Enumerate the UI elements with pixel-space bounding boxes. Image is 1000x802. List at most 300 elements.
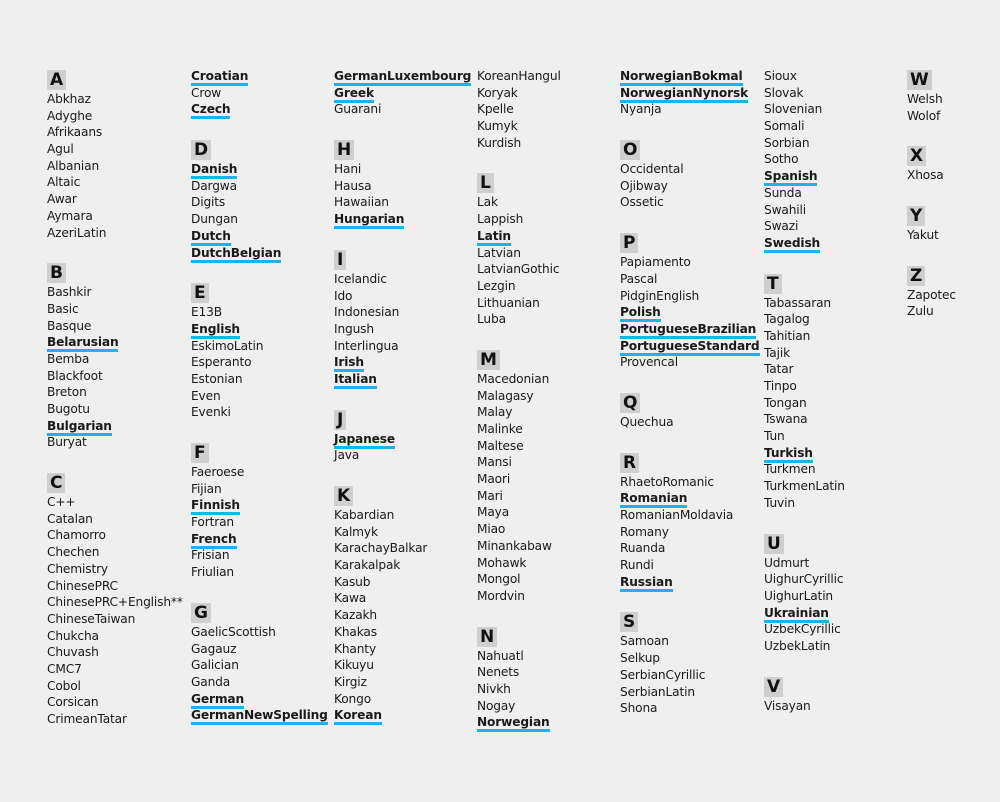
language-label: Bashkir [47,285,92,300]
letter-group-continued [191,68,328,118]
language-label: Nogay [477,698,516,713]
language-label: Bulgarian [47,419,112,436]
letter-group-p [620,231,760,371]
language-item [477,311,561,328]
language-label: Bugotu [47,402,90,416]
language-item [477,135,561,152]
language-item [191,481,328,498]
language-label: Ruanda [620,541,666,556]
language-label: GermanNewSpelling [191,708,328,725]
language-item [764,101,845,118]
letter-group-g [191,601,328,724]
language-label: Esperanto [191,355,252,370]
language-label: Quechua [620,414,674,429]
language-item [764,118,845,135]
language-item [334,178,471,195]
language-label: Hani [334,162,362,177]
language-item [334,288,471,305]
letter-group-i [334,248,471,388]
language-label: Ukrainian [764,606,829,623]
letter-heading: L [477,173,494,193]
language-item [477,698,561,715]
language-item [620,354,760,371]
letter-heading: F [191,443,209,463]
letter-group-q [620,391,760,431]
language-item [620,557,760,574]
language-item [47,644,183,661]
letter-heading: M [477,350,500,370]
language-label: Guarani [334,102,382,117]
language-label: Mansi [477,455,512,470]
language-label: Korean [334,708,382,725]
language-label: Mohawk [477,555,527,570]
language-label: NorwegianNynorsk [620,86,748,103]
language-item-highlighted [334,707,471,724]
language-column-6 [764,68,845,734]
letter-heading: X [907,146,926,166]
language-item [191,338,328,355]
language-item [907,91,956,108]
language-label: PidginEnglish [620,288,700,303]
language-label: Gagauz [191,641,237,656]
language-label: Fortran [191,515,234,530]
language-label: Samoan [620,634,669,649]
language-label: Polish [620,305,661,322]
language-item [191,464,328,481]
language-item [620,254,760,271]
language-label: Mari [477,488,503,503]
language-label: Lezgin [477,278,516,293]
language-item-highlighted [334,68,471,85]
language-item [764,345,845,362]
language-label: Khanty [334,641,377,656]
language-label: Danish [191,162,237,179]
language-label: Evenki [191,405,231,420]
language-label: TurkmenLatin [764,479,845,494]
language-label: Provencal [620,355,678,370]
letter-heading: O [620,140,640,160]
language-label: ChinesePRC+English** [47,595,183,610]
language-item [334,691,471,708]
language-label: UighurCyrillic [764,572,844,587]
language-item [191,547,328,564]
language-item [47,124,183,141]
language-label: Hausa [334,178,372,193]
language-item [620,161,760,178]
language-label: Slovenian [764,102,823,117]
language-item [47,225,183,242]
language-label: Hawaiian [334,195,389,210]
language-label: Friulian [191,565,235,580]
language-label: UzbekCyrillic [764,622,841,637]
language-item [764,411,845,428]
language-label: Swahili [764,202,807,217]
letter-group-r [620,451,760,591]
letter-group-s [620,610,760,716]
language-label: Tajik [764,345,790,360]
language-item [477,488,561,505]
language-label: Czech [191,102,230,119]
language-column-3 [334,68,471,744]
language-item [477,404,561,421]
language-label: RomanianMoldavia [620,508,734,522]
language-item [764,218,845,235]
language-item [191,178,328,195]
language-label: CrimeanTatar [47,712,127,726]
letter-heading: Y [907,206,925,226]
language-label: Dungan [191,212,238,227]
language-item [47,628,183,645]
language-label: Breton [47,385,87,400]
language-item [620,288,760,305]
letter-group-d [191,138,328,261]
language-item [477,118,561,135]
language-item [477,211,561,228]
language-item [764,295,845,312]
language-label: German [191,692,244,709]
language-label: Kabardian [334,508,395,522]
language-item [47,368,183,385]
language-label: EskimoLatin [191,338,264,353]
language-label: Spanish [764,169,817,186]
language-item [47,301,183,318]
language-item-highlighted [764,445,845,462]
language-label: Ojibway [620,178,668,193]
language-item-highlighted [191,321,328,338]
language-item [47,561,183,578]
language-item [620,194,760,211]
language-label: Udmurt [764,555,810,570]
letter-heading: C [47,473,65,493]
language-label: Basic [47,301,79,316]
language-label: Miao [477,522,506,537]
letter-group-continued [764,68,845,252]
language-label: Kasub [334,574,371,589]
letter-group-e [191,281,328,421]
language-item [477,278,561,295]
language-item [191,354,328,371]
language-item [334,557,471,574]
letter-group-h [334,138,471,228]
language-item-highlighted [191,161,328,178]
language-label: Turkmen [764,462,816,477]
language-label: Wolof [907,108,941,123]
language-item [620,700,760,717]
language-item [47,594,183,611]
language-item-highlighted [191,531,328,548]
language-label: Fijian [191,481,222,496]
language-label: Cobol [47,678,81,693]
language-label: Zapotec [907,287,956,302]
language-label: Dargwa [191,178,237,193]
language-item [764,461,845,478]
language-column-2 [191,68,328,744]
language-label: Kazakh [334,608,377,623]
language-label: Adyghe [47,108,93,123]
language-item [47,611,183,628]
language-item [764,395,845,412]
language-item [620,684,760,701]
language-item-highlighted [620,321,760,338]
letter-group-a [47,68,183,241]
language-label: Papiamento [620,255,691,270]
language-label: Crow [191,85,222,100]
language-label: Tongan [764,395,807,410]
language-item [764,495,845,512]
language-item-highlighted [334,354,471,371]
letter-group-continued [334,68,471,118]
language-item [620,633,760,650]
language-label: UzbekLatin [764,638,831,653]
language-label: Malinke [477,422,523,436]
letter-group-x [907,144,956,184]
language-item [620,474,760,491]
language-item [334,271,471,288]
language-item-highlighted [477,228,561,245]
language-label: LatvianGothic [477,262,560,277]
language-item [620,540,760,557]
language-label: Icelandic [334,271,387,286]
language-label: Ingush [334,321,374,336]
language-label: Awar [47,192,77,207]
language-item [334,338,471,355]
language-label: Macedonian [477,371,550,386]
language-label: Tabassaran [764,295,831,310]
letter-heading: W [907,70,932,90]
language-item [334,590,471,607]
language-item [764,361,845,378]
letter-group-continued [477,68,561,151]
language-label: Kurdish [477,135,522,150]
language-item [191,624,328,641]
letter-heading: R [620,453,639,473]
letter-heading: N [477,627,497,647]
language-item [47,351,183,368]
language-label: Kirgiz [334,674,367,689]
language-item [620,414,760,431]
language-item [191,514,328,531]
language-item-highlighted [191,691,328,708]
language-item [477,261,561,278]
language-label: Abkhaz [47,92,91,106]
language-label: Zulu [907,304,934,319]
language-item [764,588,845,605]
language-label: Koryak [477,85,518,100]
language-item-highlighted [764,235,845,252]
language-label: Sioux [764,69,797,83]
language-item-highlighted [191,101,328,118]
language-label: Turkish [764,446,813,463]
letter-group-c [47,471,183,728]
language-label: Albanian [47,158,100,173]
language-item [477,295,561,312]
language-item-highlighted [334,431,471,448]
language-label: Digits [191,195,226,210]
language-item [477,471,561,488]
language-label: Japanese [334,432,395,449]
letter-heading: D [191,140,211,160]
language-label: Ossetic [620,195,664,210]
language-item [334,161,471,178]
language-label: Sotho [764,152,799,167]
language-item [47,434,183,451]
language-item [907,108,956,125]
language-label: UighurLatin [764,588,833,603]
language-item-highlighted [620,574,760,591]
language-label: Irish [334,355,364,372]
language-label: Hungarian [334,212,404,229]
language-label: Khakas [334,624,377,639]
language-item [620,271,760,288]
language-label: Java [334,448,360,463]
language-label: Agul [47,142,74,157]
language-label: AzeriLatin [47,225,107,240]
letter-heading: T [764,274,782,294]
language-item [334,447,471,464]
language-label: Faeroese [191,465,245,479]
letter-heading: V [764,677,783,697]
language-item [620,524,760,541]
language-label: Tswana [764,412,808,427]
language-label: C++ [47,495,76,510]
letter-heading: S [620,612,638,632]
language-label: DutchBelgian [191,246,281,263]
language-item [764,151,845,168]
letter-group-b [47,261,183,451]
language-item [477,194,561,211]
language-label: Tatar [764,362,794,377]
language-label: NorwegianBokmal [620,69,743,86]
language-column-7 [907,68,956,340]
language-item [477,681,561,698]
letter-heading: P [620,233,638,253]
letter-group-continued [620,68,760,118]
language-item [764,185,845,202]
language-label: Kawa [334,591,367,606]
language-label: Nyanja [620,102,662,117]
language-label: Lithuanian [477,295,540,310]
language-label: Romanian [620,491,687,508]
language-item [334,304,471,321]
language-item-highlighted [620,490,760,507]
language-item [620,178,760,195]
language-item [47,711,183,728]
language-item-highlighted [620,68,760,85]
language-label: Yakut [907,228,939,243]
letter-heading: Z [907,266,925,286]
language-label: Malagasy [477,388,534,403]
language-label: Latin [477,229,511,246]
language-item [191,388,328,405]
language-label: KoreanHangul [477,69,561,83]
language-label: Dutch [191,229,231,246]
letter-group-f [191,441,328,581]
letter-heading: E [191,283,209,303]
language-label: Romany [620,524,669,539]
letter-group-y [907,204,956,244]
language-item [620,650,760,667]
language-label: Belarusian [47,335,118,352]
language-label: Mongol [477,572,521,587]
language-item-highlighted [764,168,845,185]
language-item [764,698,845,715]
language-label: Karakalpak [334,558,401,573]
language-item [620,667,760,684]
language-label: Finnish [191,498,240,515]
language-label: Chukcha [47,628,99,643]
language-item [477,421,561,438]
language-label: Kumyk [477,119,518,134]
language-item [477,245,561,262]
language-label: Slovak [764,85,804,100]
language-item [334,607,471,624]
letter-group-n [477,625,561,731]
letter-group-v [764,675,845,715]
letter-heading: G [191,603,211,623]
language-label: Norwegian [477,715,550,732]
language-label: Maya [477,505,510,520]
language-item [764,311,845,328]
language-item [477,438,561,455]
language-item [47,494,183,511]
language-item-highlighted [477,714,561,731]
letter-group-l [477,171,561,328]
language-item-highlighted [191,707,328,724]
language-item-highlighted [334,371,471,388]
language-item [334,540,471,557]
language-label: Lappish [477,212,524,227]
language-label: Kongo [334,691,372,706]
letter-group-u [764,532,845,655]
language-item [334,641,471,658]
language-item [764,202,845,219]
language-label: Swazi [764,219,799,234]
language-item-highlighted [191,497,328,514]
letter-group-k [334,484,471,724]
language-item [47,578,183,595]
language-item-highlighted [620,85,760,102]
language-item-highlighted [191,228,328,245]
language-label: Afrikaans [47,125,103,140]
language-label: Bemba [47,351,90,366]
language-item-highlighted [334,211,471,228]
language-item [47,384,183,401]
language-label: Xhosa [907,168,944,183]
letter-heading: Q [620,393,640,413]
language-label: Altaic [47,175,81,190]
language-item [334,657,471,674]
language-label: ChineseTaiwan [47,611,136,626]
language-item [47,174,183,191]
language-item-highlighted [191,68,328,85]
language-item [191,641,328,658]
language-label: Corsican [47,695,99,710]
language-item [47,158,183,175]
letter-group-w [907,68,956,124]
language-label: Pascal [620,271,658,286]
language-label: Indonesian [334,305,400,320]
language-label: Mordvin [477,588,525,603]
language-item [907,287,956,304]
language-label: Occidental [620,162,684,177]
letter-heading: A [47,70,66,90]
language-item [477,454,561,471]
language-item [477,588,561,605]
language-label: Ido [334,288,353,303]
language-label: Basque [47,318,92,333]
language-item [764,85,845,102]
language-item [907,167,956,184]
